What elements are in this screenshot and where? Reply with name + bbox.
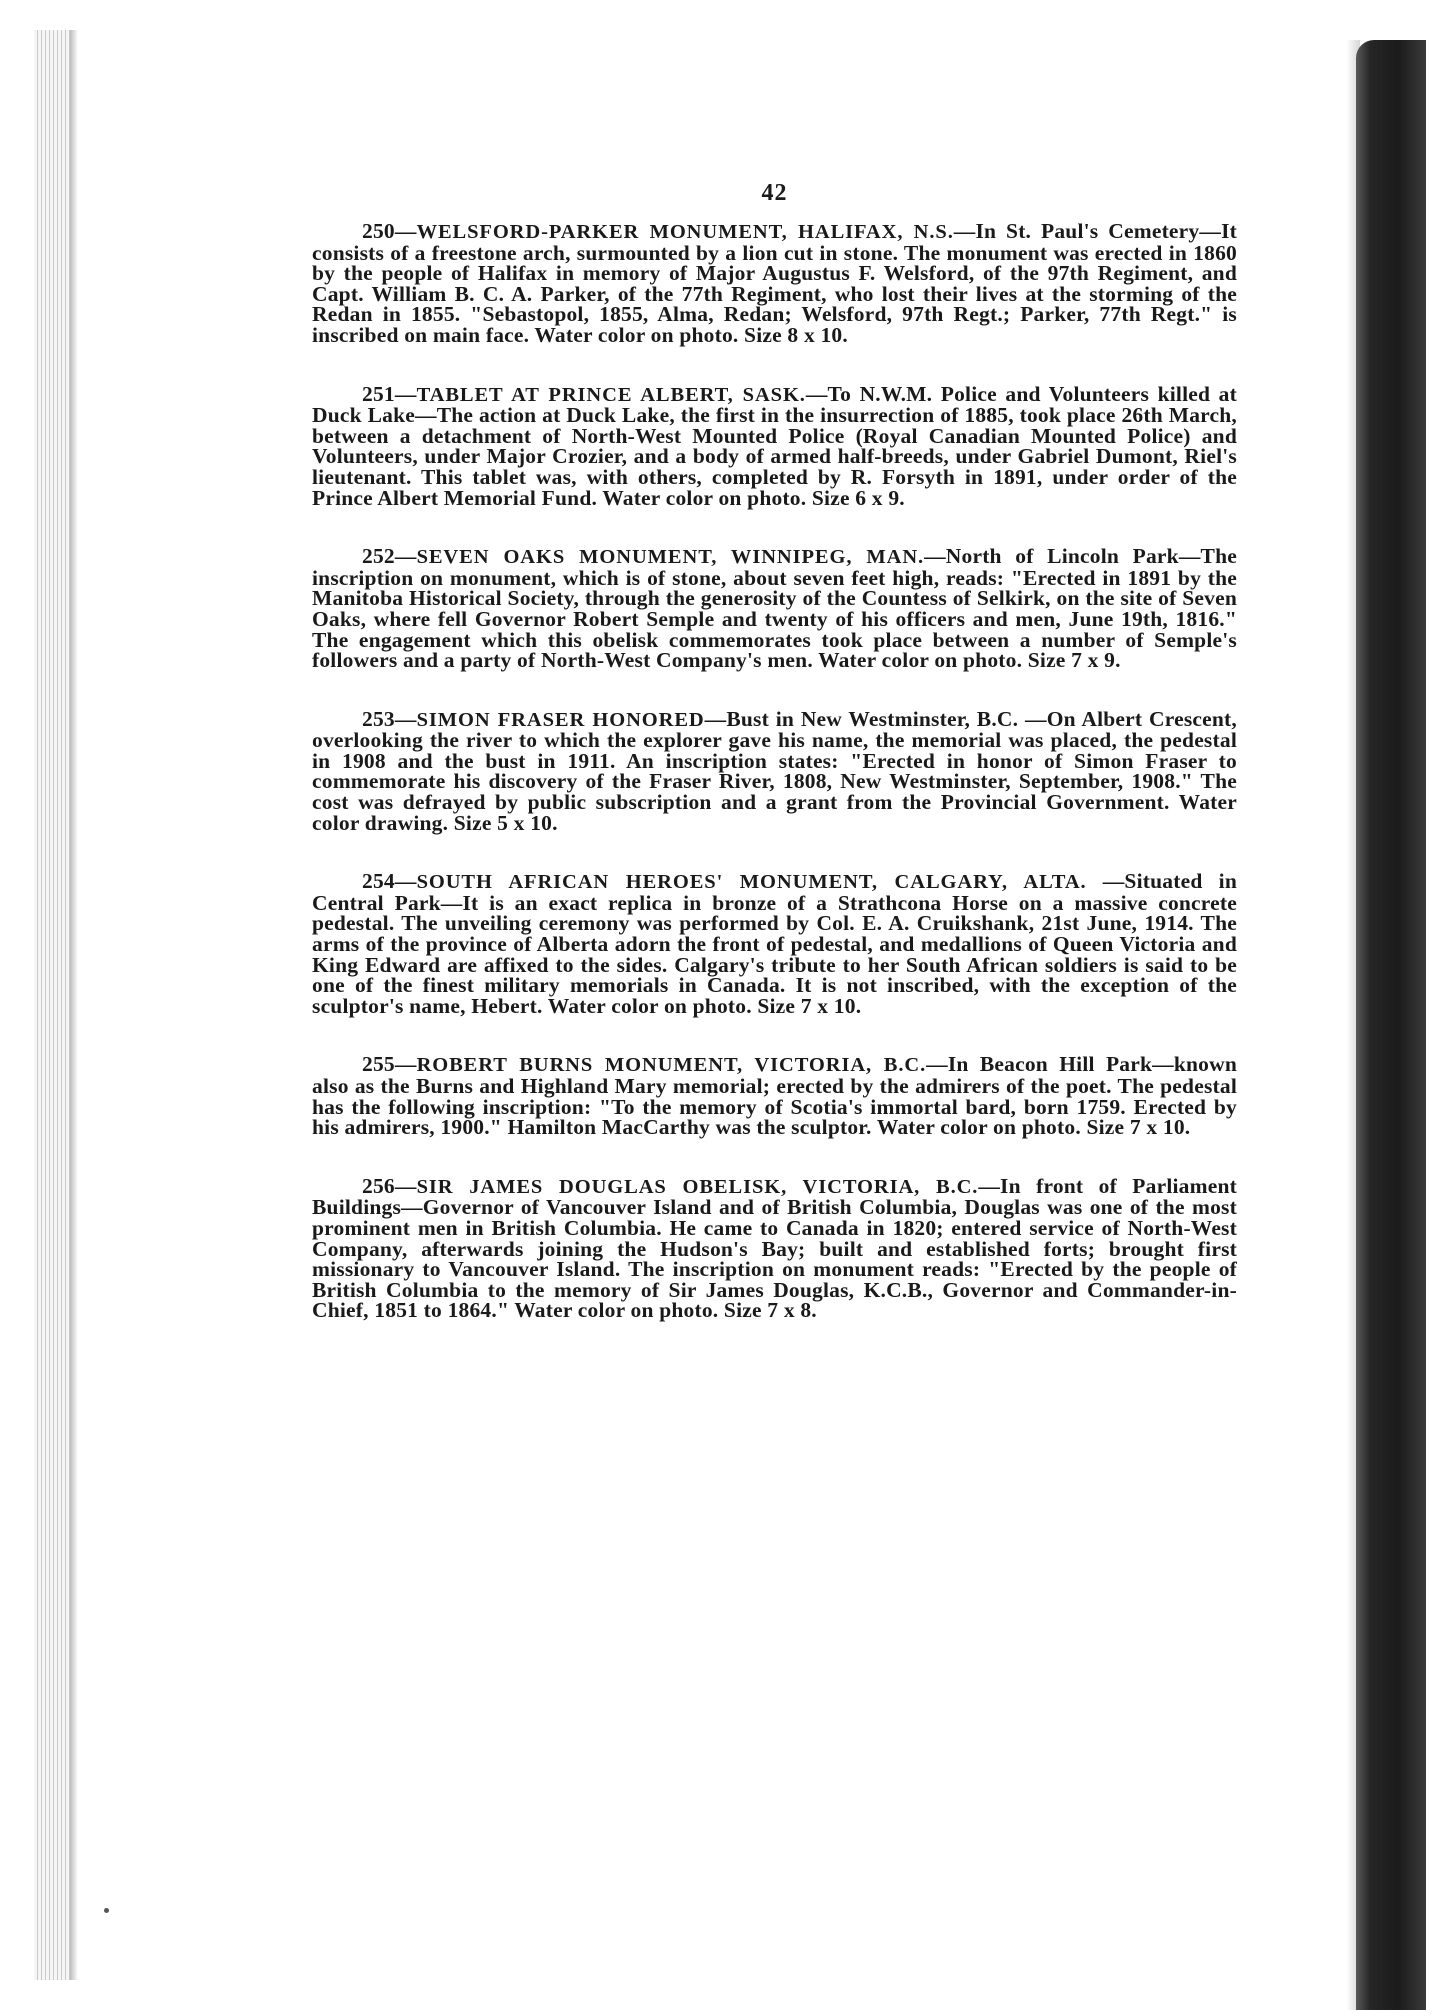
entry-title: WELSFORD-PARKER MONUMENT, HALIFAX, N.S. xyxy=(416,221,954,243)
entry-title: SIR JAMES DOUGLAS OBELISK, VICTORIA, B.C. xyxy=(416,1175,979,1198)
catalog-entry-252: 252—SEVEN OAKS MONUMENT, WINNIPEG, MAN.—North of Lincoln Park—The inscription on monument, which is of stone, about seven feet high, reads: "Erected in 1891 by the Manitoba Historical Society, through the generosity of the Countess of Selkirk, on the site of Seven Oaks, where fell Governor Robert Semple and twenty of his officers and men, June 19th, 1816." The engagement which this obelisk commemorates took place between a number of Semple's followers and a party of North-West Company's men. Water color on photo. Size 7 x 9. xyxy=(312,544,1237,673)
ink-speck xyxy=(104,1908,109,1913)
entry-body: Bust in New Westminster, B.C. —On Albert Crescent, overlooking the river to which the explorer gave his name, the memorial was placed, the pedestal in 1908 and the bust in 1911. An inscription states: "Erected in honor of Simon Fraser to commemorate his discovery of the Fraser River, 1808, New Westminster, September, 1908." The cost was defrayed by public subscription and a grant from the Provincial Government. Water color drawing. Size 5 x 10. xyxy=(312,706,1237,835)
page-stack-shadow xyxy=(70,30,78,1980)
catalog-entry-250: 250—WELSFORD-PARKER MONUMENT, HALIFAX, N.S.—In St. Paul's Cemetery—It consists of a freestone arch, surmounted by a lion cut in stone. The monument was erected in 1860 by the people of Halifax in memory of Major Augustus F. Welsford, of the 97th Regiment, and Capt. William B. C. A. Parker, of the 77th Regiment, who lost their lives at the storming of the Redan in 1855. "Sebastopol, 1855, Alma, Redan; Welsford, 97th Regt.; Parker, 77th Regt." is inscribed on main face. Water color on photo. Size 8 x 10. xyxy=(312,219,1237,347)
entry-body: In St. Paul's Cemetery—It consists of a freestone arch, surmounted by a lion cut in stone. The monument was erected in 1860 by the people of Halifax in memory of Major Augustus F. Welsford, of the 97th Regiment, and Capt. William B. C. A. Parker, of the 77th Regiment, who lost their lives at the storming of the Redan in 1855. "Sebastopol, 1855, Alma, Redan; Welsford, 97th Regt.; Parker, 77th Regt." is inscribed on main face. Water color on photo. Size 8 x 10. xyxy=(312,219,1237,347)
entry-title: TABLET AT PRINCE ALBERT, SASK. xyxy=(416,383,806,406)
page-number: 42 xyxy=(761,180,788,206)
entry-body: North of Lincoln Park—The inscription on monument, which is of stone, about seven feet high, reads: "Erected in 1891 by the Manitoba Historical Society, through the generosity of the Countess of Selkirk, on the site of Seven Oaks, where fell Governor Robert Semple and twenty of his officers and men, June 19th, 1816." The engagement which this obelisk commemorates took place between a number of Semple's followers and a party of North-West Company's men. Water color on photo. Size 7 x 9. xyxy=(312,544,1237,673)
catalog-entry-253: 253—SIMON FRASER HONORED—Bust in New Westminster, B.C. —On Albert Crescent, overlooking the river to which the explorer gave his name, the memorial was placed, the pedestal in 1908 and the bust in 1911. An inscription states: "Erected in honor of Simon Fraser to commemorate his discovery of the Fraser River, 1808, New Westminster, September, 1908." The cost was defrayed by public subscription and a grant from the Provincial Government. Water color drawing. Size 5 x 10. xyxy=(312,706,1237,835)
book-page xyxy=(312,180,1237,1359)
entry-body: In front of Parliament Buildings—Governor of Vancouver Island and of British Columbia, Douglas was one of the most prominent men in British Columbia. He came to Canada in 1820; entered service of North-West Company, afterwards joining the Hudson's Bay; built and established forts; brought first missionary to Vancouver Island. The inscription on monument reads: "Erected by the people of British Columbia to the memory of Sir James Douglas, K.C.B., Governor and Commander-in-Chief, 1851 to 1864." Water color on photo. Size 7 x 8. xyxy=(312,1173,1237,1323)
page-stack-edge xyxy=(34,30,70,1980)
entry-body: To N.W.M. Police and Volunteers killed at Duck Lake—The action at Duck Lake, the first in the insurrection of 1885, took place 26th March, between a detachment of North-West Mounted Police (Royal Canadian Mounted Police) and Volunteers, under Major Crozier, and a body of armed half-breeds, under Gabriel Dumont, Riel's lieutenant. This tablet was, with others, completed by R. Forsyth in 1891, under order of the Prince Albert Memorial Fund. Water color on photo. Size 6 x 9. xyxy=(312,381,1237,510)
entry-body: In Beacon Hill Park—known also as the Burns and Highland Mary memorial; erected by the admirers of the poet. The pedestal has the following inscription: "To the memory of Scotia's immortal bard, born 1759. Erected by his admirers, 1900." Hamilton MacCarthy was the sculptor. Water color on photo. Size 7 x 10. xyxy=(312,1052,1237,1140)
entry-title: SEVEN OAKS MONUMENT, WINNIPEG, MAN. xyxy=(416,546,925,569)
entry-number: 256 xyxy=(362,1173,395,1198)
entry-title: SIMON FRASER HONORED xyxy=(416,708,705,731)
entry-number: 251 xyxy=(362,381,395,406)
catalog-entry-255: 255—ROBERT BURNS MONUMENT, VICTORIA, B.C.—In Beacon Hill Park—known also as the Burns and Highland Mary memorial; erected by the admirers of the poet. The pedestal has the following inscription: "To the memory of Scotia's immortal bard, born 1759. Erected by his admirers, 1900." Hamilton MacCarthy was the sculptor. Water color on photo. Size 7 x 10. xyxy=(312,1052,1237,1140)
entry-number: 255 xyxy=(362,1052,395,1077)
entry-body: —Situated in Central Park—It is an exact replica in bronze of a Strathcona Horse on a massive concrete pedestal. The unveiling ceremony was performed by Col. E. A. Cruikshank, 21st June, 1914. The arms of the province of Alberta adorn the front of pedestal, and medallions of Queen Victoria and King Edward are affixed to the sides. Calgary's tribute to her South African soldiers is said to be one of the finest military memorials in Canada. It is not inscribed, with the exception of the sculptor's name, Hebert. Water color on photo. Size 7 x 10. xyxy=(312,869,1237,1018)
catalog-entry-254: 254—SOUTH AFRICAN HEROES' MONUMENT, CALGARY, ALTA. —Situated in Central Park—It is an exact replica in bronze of a Strathcona Horse on a massive concrete pedestal. The unveiling ceremony was performed by Col. E. A. Cruikshank, 21st June, 1914. The arms of the province of Alberta adorn the front of pedestal, and medallions of Queen Victoria and King Edward are affixed to the sides. Calgary's tribute to her South African soldiers is said to be one of the finest military memorials in Canada. It is not inscribed, with the exception of the sculptor's name, Hebert. Water color on photo. Size 7 x 10. xyxy=(312,869,1237,1018)
entry-title: ROBERT BURNS MONUMENT, VICTORIA, B.C. xyxy=(416,1054,927,1077)
book-spine xyxy=(1356,40,1426,2010)
catalog-entry-251: 251—TABLET AT PRINCE ALBERT, SASK.—To N.W.M. Police and Volunteers killed at Duck Lake—The action at Duck Lake, the first in the insurrection of 1885, took place 26th March, between a detachment of North-West Mounted Police (Royal Canadian Mounted Police) and Volunteers, under Major Crozier, and a body of armed half-breeds, under Gabriel Dumont, Riel's lieutenant. This tablet was, with others, completed by R. Forsyth in 1891, under order of the Prince Albert Memorial Fund. Water color on photo. Size 6 x 9. xyxy=(312,381,1237,510)
entry-number: 253 xyxy=(362,706,395,731)
entry-number: 254 xyxy=(362,869,395,894)
entry-title: SOUTH AFRICAN HEROES' MONUMENT, CALGARY, ALTA. xyxy=(416,871,1087,894)
entry-number: 250 xyxy=(362,219,395,243)
entry-number: 252 xyxy=(362,544,395,569)
catalog-entry-256: 256—SIR JAMES DOUGLAS OBELISK, VICTORIA, B.C.—In front of Parliament Buildings—Governor of Vancouver Island and of British Columbia, Douglas was one of the most prominent men in British Columbia. He came to Canada in 1820; entered service of North-West Company, afterwards joining the Hudson's Bay; built and established forts; brought first missionary to Vancouver Island. The inscription on monument reads: "Erected by the people of British Columbia to the memory of Sir James Douglas, K.C.B., Governor and Commander-in-Chief, 1851 to 1864." Water color on photo. Size 7 x 8. xyxy=(312,1173,1237,1323)
